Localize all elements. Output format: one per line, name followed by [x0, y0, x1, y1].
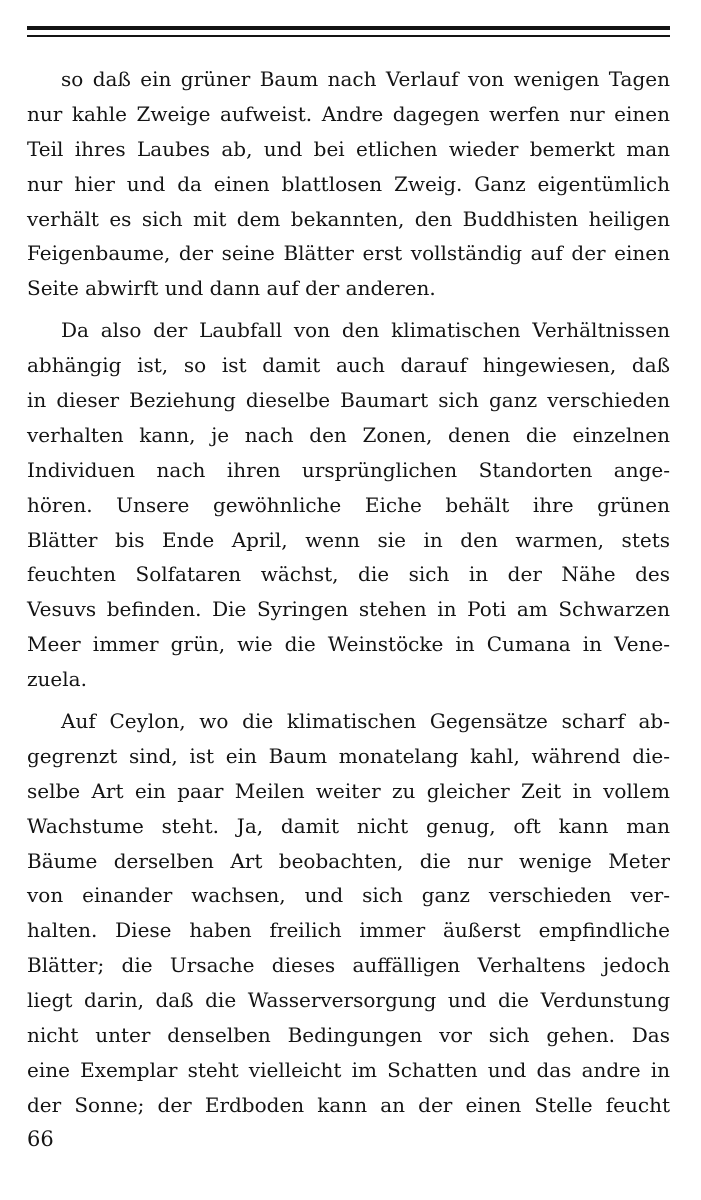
text-line: hören. Unsere gewöhnliche Eiche behält ihre grünen: [27, 492, 670, 517]
text-line: nur kahle Zweige aufweist. Andre dagegen werfen nur einen: [27, 101, 670, 126]
text-line: Meer immer grün, wie die Weinstöcke in Cumana in Vene-: [27, 632, 670, 657]
text-line: gegrenzt sind, ist ein Baum monatelang kahl, während die-: [27, 743, 670, 768]
text-line: zuela.: [27, 667, 87, 692]
text-line: Vesuvs befinden. Die Syringen stehen in Poti am Schwarzen: [27, 597, 670, 622]
text-line: Teil ihres Laubes ab, und bei etlichen wieder bemerkt man: [27, 136, 670, 161]
paragraph: [27, 704, 670, 1123]
text-line: nicht unter denselben Bedingungen vor sich gehen. Das: [27, 1023, 670, 1048]
text-line: Blätter bis Ende April, wenn sie in den warmen, stets: [27, 527, 670, 552]
text-line: Feigenbaume, der seine Blätter erst vollständig auf der einen: [27, 241, 670, 266]
text-line: feuchten Solfataren wächst, die sich in der Nähe des: [27, 562, 670, 587]
text-line: abhängig ist, so ist damit auch darauf hingewiesen, daß: [27, 353, 670, 378]
text-line: Blätter; die Ursache dieses auffälligen Verhaltens jedoch: [27, 953, 670, 978]
text-line: selbe Art ein paar Meilen weiter zu gleicher Zeit in vollem: [27, 778, 670, 803]
body-text: [27, 62, 670, 1130]
text-line: Individuen nach ihren ursprünglichen Standorten ange-: [27, 457, 670, 482]
paragraph: [27, 62, 670, 306]
page-number: 66: [27, 1127, 54, 1151]
text-line: Bäume derselben Art beobachten, die nur wenige Meter: [27, 848, 670, 873]
text-line: so daß ein grüner Baum nach Verlauf von wenigen Tagen: [61, 67, 670, 91]
text-line: Auf Ceylon, wo die klimatischen Gegensätze scharf ab-: [61, 709, 670, 734]
text-line: der Sonne; der Erdboden kann an der einen Stelle feucht: [27, 1092, 670, 1117]
text-line: verhält es sich mit dem bekannten, den Buddhisten heiligen: [27, 206, 670, 231]
text-line: in dieser Beziehung dieselbe Baumart sich ganz verschieden: [27, 388, 670, 413]
text-line: verhalten kann, je nach den Zonen, denen die einzelnen: [27, 422, 670, 447]
text-line: Seite abwirft und dann auf der anderen.: [27, 276, 436, 301]
text-line: Wachstume steht. Ja, damit nicht genug, oft kann man: [27, 813, 670, 838]
text-line: von einander wachsen, und sich ganz verschieden ver-: [27, 883, 670, 908]
header-rule-thick: [27, 26, 670, 30]
paragraph: [27, 313, 670, 697]
header-rule-thin: [27, 35, 670, 37]
text-line: eine Exemplar steht vielleicht im Schatten und das andre in: [27, 1057, 670, 1082]
text-line: liegt darin, daß die Wasserversorgung und die Verdunstung: [27, 988, 670, 1013]
text-line: Da also der Laubfall von den klimatischen Verhältnissen: [61, 318, 670, 343]
text-line: halten. Diese haben freilich immer äußerst empfindliche: [27, 918, 670, 943]
text-line: nur hier und da einen blattlosen Zweig. Ganz eigentümlich: [27, 171, 670, 196]
